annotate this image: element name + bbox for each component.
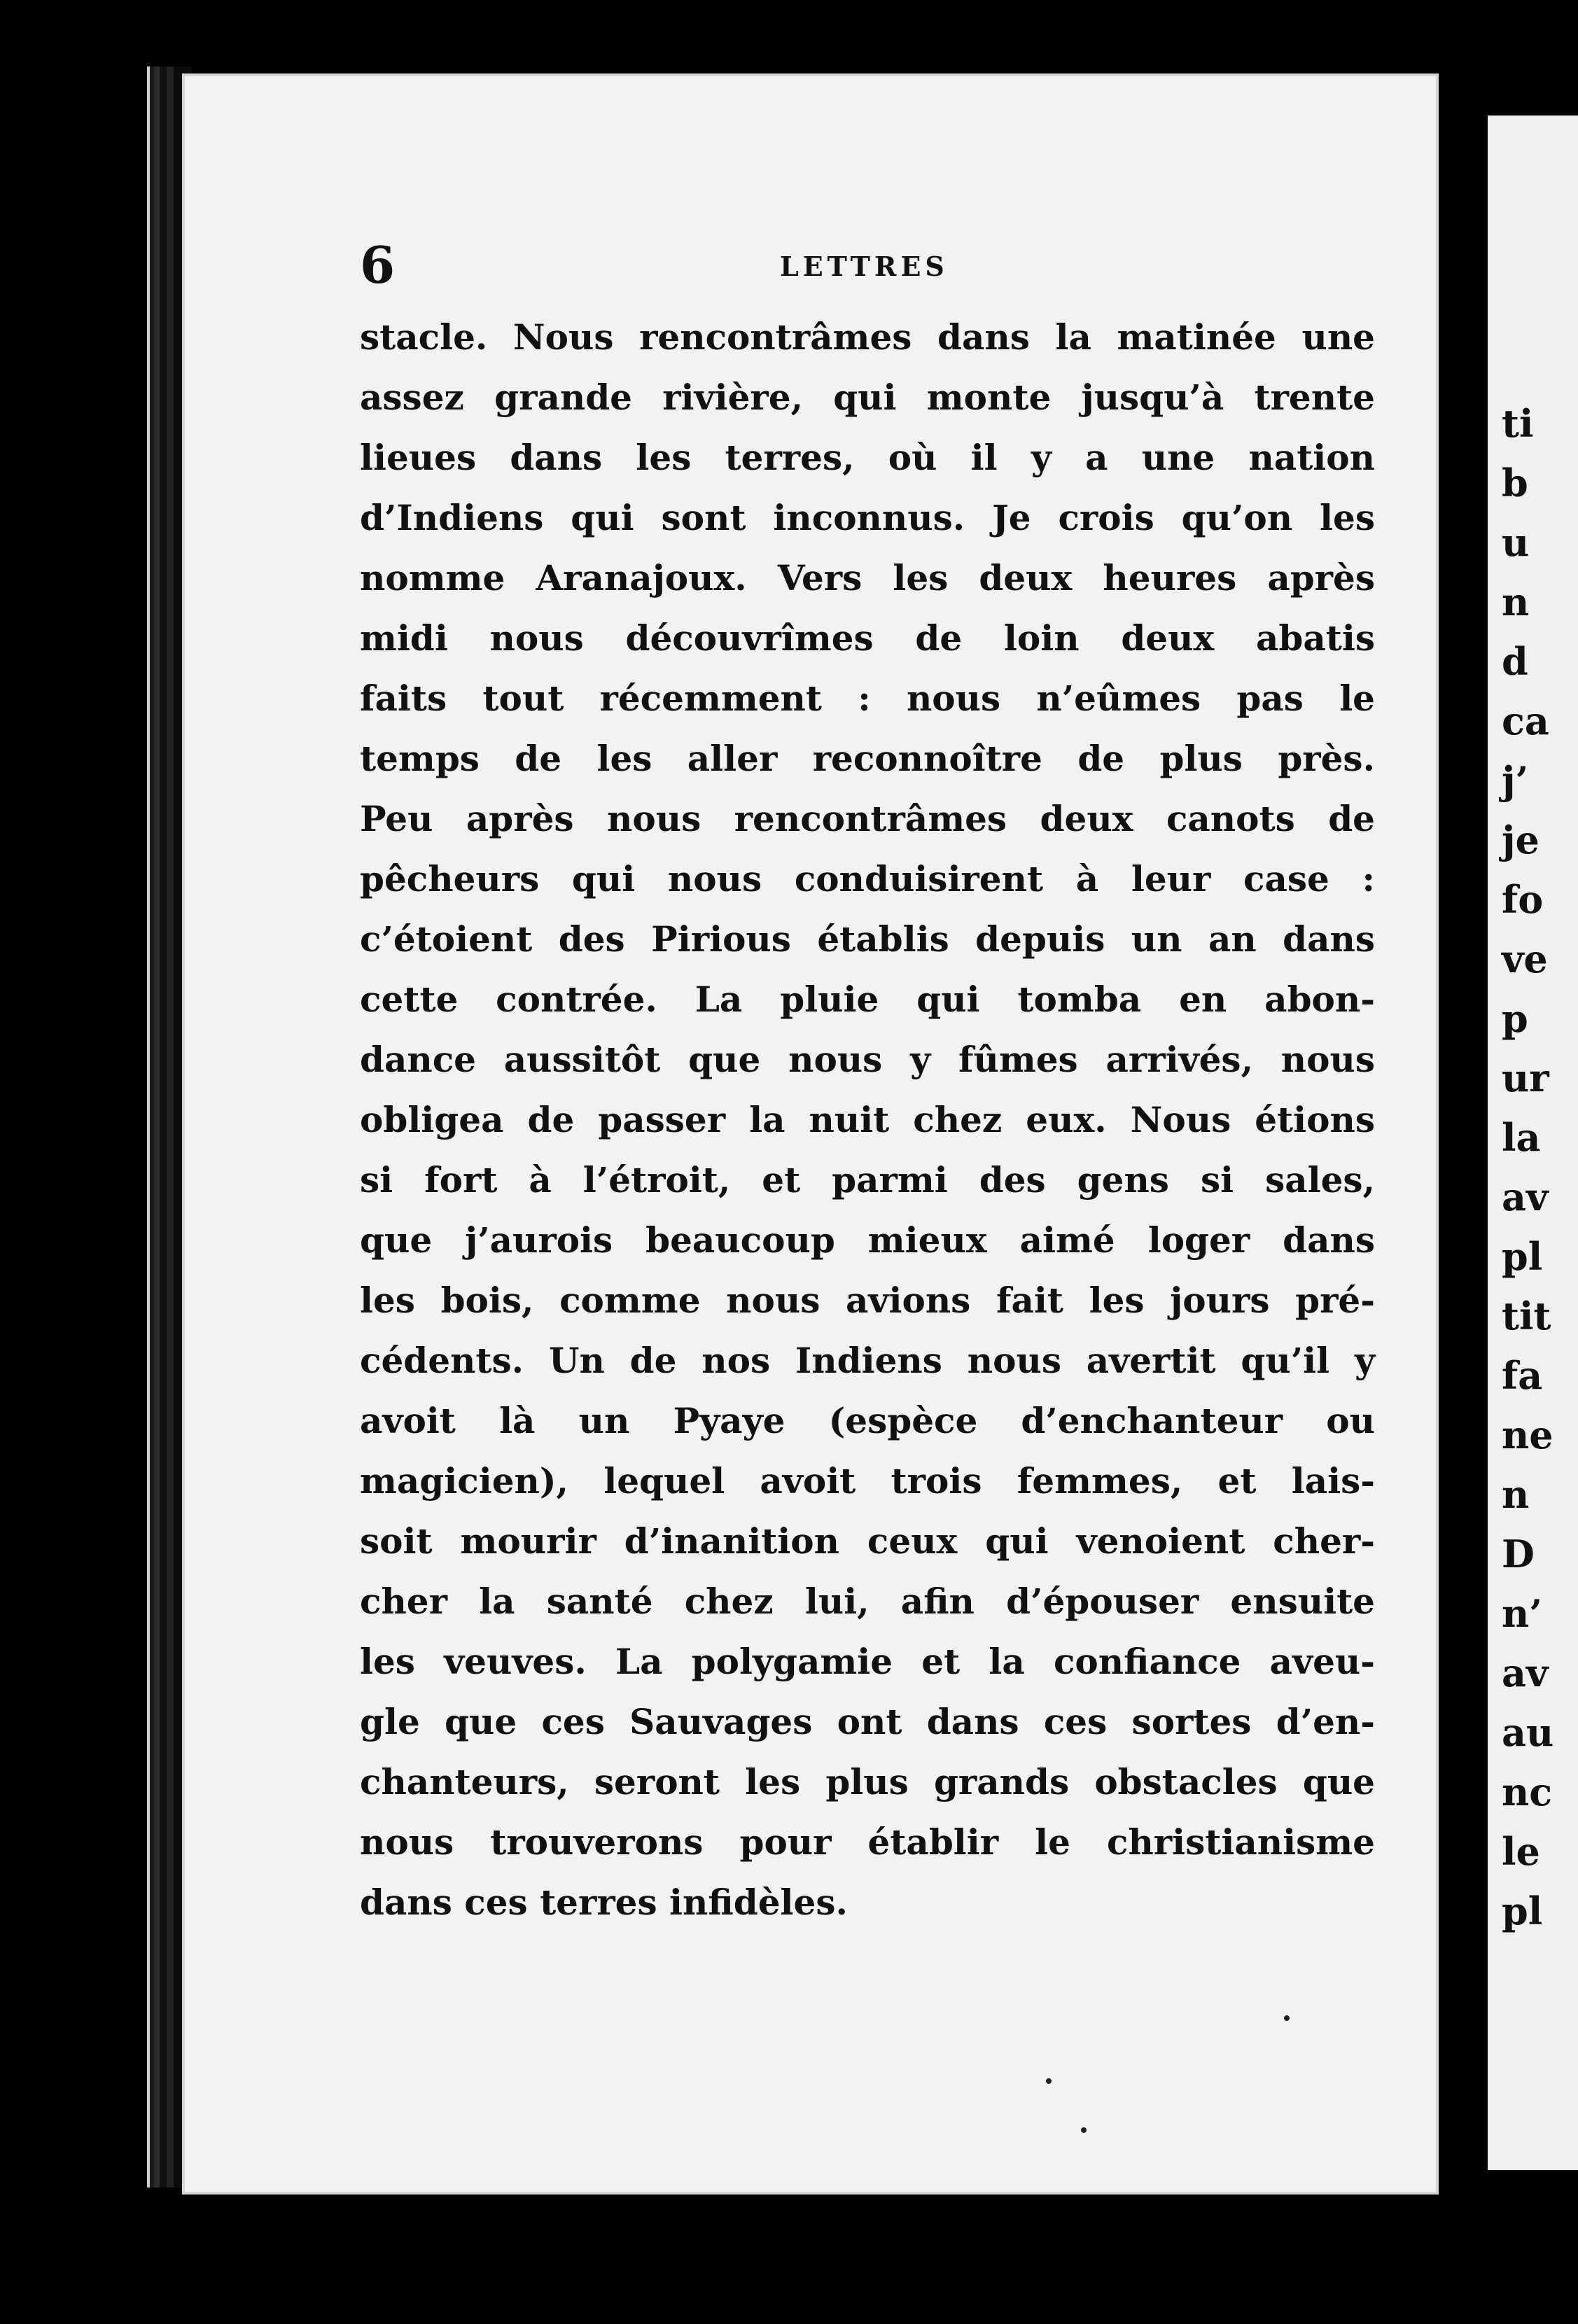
text-line: obligea de passer la nuit chez eux. Nous étions <box>360 1099 1375 1140</box>
text-line: faits tout récemment : nous n’eûmes pas le <box>360 678 1375 719</box>
facing-fragment: d <box>1502 639 1528 684</box>
facing-fragment: la <box>1502 1115 1541 1160</box>
facing-fragment: u <box>1502 520 1530 565</box>
facing-fragment: pl <box>1502 1889 1543 1933</box>
facing-fragment: pl <box>1502 1234 1543 1279</box>
text-line: d’Indiens qui sont inconnus. Je crois qu’on les <box>360 497 1375 538</box>
facing-fragment: j’ <box>1502 758 1529 803</box>
facing-fragment: fo <box>1502 877 1544 922</box>
running-head: LETTRES <box>780 251 949 282</box>
ink-speck <box>1046 2078 1052 2084</box>
page-number: 6 <box>360 235 396 295</box>
facing-fragment: nc <box>1502 1770 1553 1814</box>
page-header <box>360 234 1375 297</box>
text-line: dance aussitôt que nous y fûmes arrivés, nous <box>360 1039 1375 1080</box>
facing-fragment: p <box>1502 996 1528 1041</box>
text-line: cher la santé chez lui, afin d’épouser ensuite <box>360 1581 1375 1622</box>
facing-fragment: fa <box>1502 1353 1543 1398</box>
facing-fragment: av <box>1502 1175 1549 1219</box>
text-line: que j’aurois beaucoup mieux aimé loger dans <box>360 1219 1375 1261</box>
facing-fragment: le <box>1502 1829 1540 1874</box>
facing-fragment: n’ <box>1502 1591 1543 1636</box>
text-line: gle que ces Sauvages ont dans ces sortes d’en- <box>360 1701 1375 1742</box>
facing-fragment: av <box>1502 1651 1549 1695</box>
facing-fragment: ca <box>1502 699 1549 743</box>
facing-fragment: b <box>1502 461 1528 505</box>
text-line: si fort à l’étroit, et parmi des gens si sales, <box>360 1159 1375 1200</box>
text-line: cédents. Un de nos Indiens nous avertit qu’il y <box>360 1340 1375 1381</box>
facing-fragment: ne <box>1502 1413 1553 1457</box>
facing-fragment: ti <box>1502 401 1534 446</box>
text-line: les veuves. La polygamie et la confiance aveu- <box>360 1641 1375 1682</box>
text-line: lieues dans les terres, où il y a une nation <box>360 437 1375 478</box>
facing-fragment: n <box>1502 580 1530 624</box>
facing-fragment: D <box>1502 1532 1535 1576</box>
text-line: soit mourir d’inanition ceux qui venoient cher- <box>360 1520 1375 1562</box>
text-line: stacle. Nous rencontrâmes dans la matinée une <box>360 316 1375 358</box>
text-line: nous trouverons pour établir le christianisme <box>360 1821 1375 1863</box>
text-line: magicien), lequel avoit trois femmes, et lais- <box>360 1460 1375 1502</box>
facing-fragment: au <box>1502 1710 1554 1755</box>
facing-fragment: je <box>1502 818 1539 862</box>
facing-fragment: tit <box>1502 1294 1551 1338</box>
facing-fragment: ur <box>1502 1056 1549 1100</box>
text-line: pêcheurs qui nous conduisirent à leur case : <box>360 858 1375 899</box>
text-line: chanteurs, seront les plus grands obstacles que <box>360 1761 1375 1802</box>
ink-speck <box>1284 2015 1290 2021</box>
book-page <box>182 74 1439 2194</box>
text-line: les bois, comme nous avions fait les jours pré- <box>360 1280 1375 1321</box>
text-line: Peu après nous rencontrâmes deux canots de <box>360 798 1375 839</box>
text-line: avoit là un Pyaye (espèce d’enchanteur ou <box>360 1400 1375 1441</box>
text-line: assez grande rivière, qui monte jusqu’à trente <box>360 377 1375 418</box>
facing-fragment: n <box>1502 1472 1530 1517</box>
facing-page-edge <box>1488 115 1578 2170</box>
facing-fragment: ve <box>1502 937 1548 981</box>
text-line: cette contrée. La pluie qui tomba en abon- <box>360 979 1375 1020</box>
text-line: nomme Aranajoux. Vers les deux heures après <box>360 557 1375 598</box>
body-text <box>360 307 1375 1933</box>
text-line: c’étoient des Pirious établis depuis un an dans <box>360 918 1375 960</box>
text-line: temps de les aller reconnoître de plus près. <box>360 738 1375 779</box>
text-line: dans ces terres infidèles. <box>360 1882 848 1923</box>
text-line: midi nous découvrîmes de loin deux abatis <box>360 617 1375 659</box>
ink-speck <box>1081 2127 1087 2133</box>
